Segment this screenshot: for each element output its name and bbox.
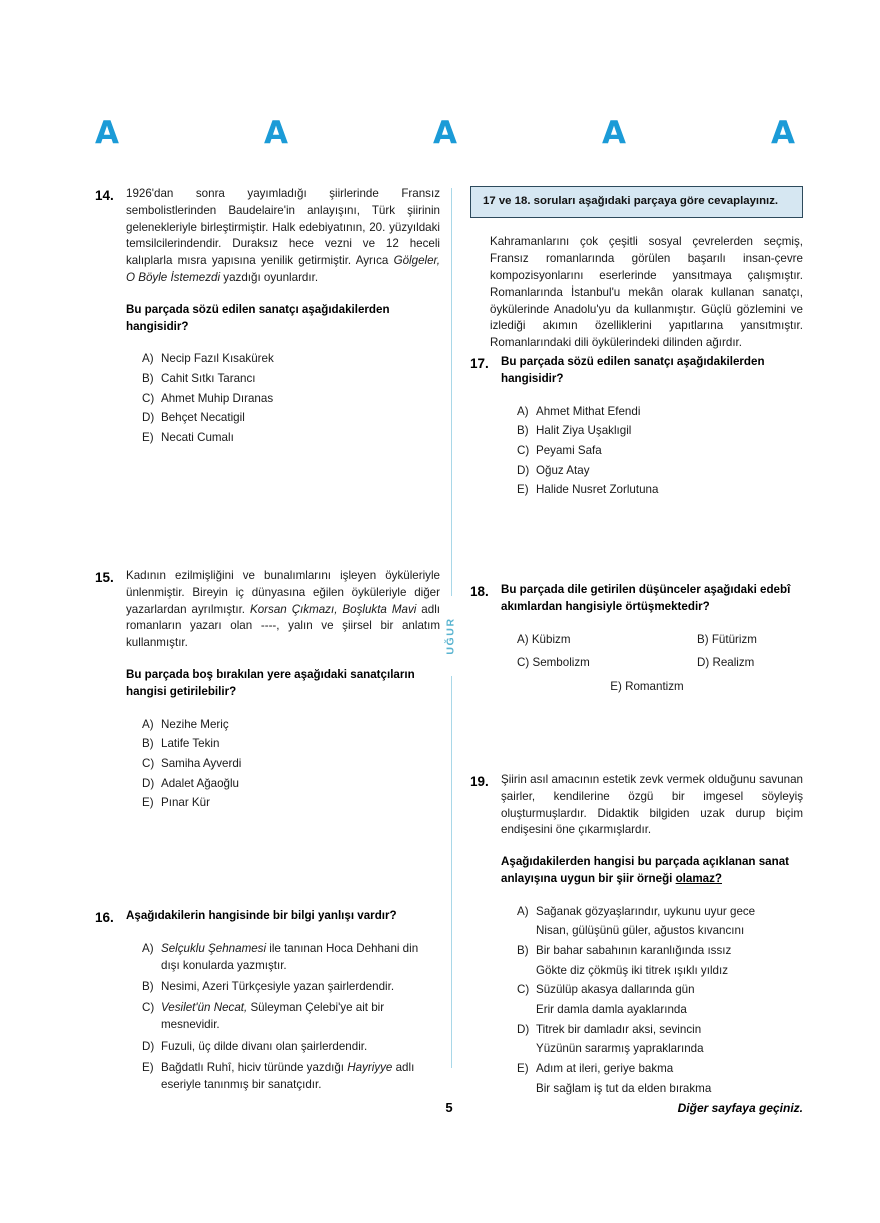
- option-italic-title: Selçuklu Şehnamesi: [161, 941, 267, 955]
- option-letter: B): [142, 372, 154, 386]
- option-text: [161, 999, 440, 1033]
- answer-option[interactable]: [142, 1059, 440, 1093]
- option-letter: E): [517, 483, 529, 497]
- option-verse-line-2: Nisan, gülüşünü güler, ağustos kıvancını: [536, 924, 745, 938]
- question-stem: Bu parçada sözü edilen sanatçı aşağıdakilerden hangisidir?: [126, 302, 390, 333]
- question-15: [95, 568, 440, 814]
- publisher-watermark-text: UĞUR: [445, 617, 458, 655]
- stem-part-1: Aşağıdakilerden hangisi bu parçada açıklanan sanat anlayışına uygun bir şiir örneği: [501, 855, 790, 885]
- passage-part-2: yazdığı oyunlardır.: [220, 270, 319, 284]
- booklet-letter: A: [95, 115, 119, 151]
- option-letter: E): [517, 1062, 529, 1076]
- option-verse-line-1: Titrek bir damladır aksi, sevincin: [536, 1022, 702, 1036]
- passage-part-1: 1926'dan sonra yayımladığı şiirlerinde Fransız sembolistlerinden Baudelaire'in anlayışını, Türk şiirinin gelenekleriyle birleştirmiştir. Halk edebiyatının, 20. yüzyıldaki temsilcilerindendir. Duraksız hece vezni ve 12 heceli kalıplarla mısra yapısına yenilik getirmiştir. Ayrıca: [126, 187, 440, 268]
- question-number: 15.: [95, 570, 114, 585]
- option-verse-line-1: Bir bahar sabahının karanlığında ıssız: [536, 944, 732, 958]
- option-rest: ile tanınan Hoca Dehhani din dışı konularda yazmıştır.: [161, 941, 419, 972]
- option-text: Ahmet Muhip Dıranas: [161, 391, 274, 405]
- option-verse-line-2: Bir sağlam iş tut da elden bırakma: [536, 1081, 712, 1095]
- option-text: Adalet Ağaoğlu: [161, 776, 240, 790]
- shared-passage-instruction-box: 17 ve 18. soruları aşağıdaki parçaya göre cevaplayınız.: [470, 186, 803, 218]
- booklet-letter: A: [433, 115, 457, 151]
- option-rest: Süleyman Çelebi'ye ait bir mesnevidir.: [161, 1001, 385, 1032]
- option-letter: D): [142, 776, 155, 790]
- booklet-letter-row: [95, 115, 795, 151]
- option-letter: C): [142, 756, 155, 770]
- answer-option[interactable]: [142, 735, 440, 752]
- question-17: [470, 354, 803, 501]
- answer-option[interactable]: B) Fütürizm: [697, 632, 757, 646]
- answer-options: [126, 940, 440, 1093]
- passage-part-1: Kadının ezilmişliğini ve bunalımlarını işleyen öyküleriyle ünlenmiştir. Bireyin iç dünyasına eğilen öyküleriyle diğer yazarlardan ayrılmıştır.: [126, 569, 440, 616]
- question-stem: [501, 854, 803, 888]
- option-verse-line-1: Sağanak gözyaşlarındır, uykunu uyur gece: [536, 904, 756, 918]
- option-letter: E): [142, 796, 154, 810]
- option-letter: D): [142, 1039, 155, 1053]
- answer-option[interactable]: [142, 370, 440, 387]
- answer-option[interactable]: [142, 716, 440, 733]
- option-text: Ahmet Mithat Efendi: [536, 404, 641, 418]
- option-letter: A): [142, 717, 154, 731]
- option-letter: C): [142, 1001, 155, 1015]
- answer-option[interactable]: [142, 999, 440, 1033]
- option-text: Behçet Necatigil: [161, 411, 245, 425]
- passage-italic-titles: Gölgeler, O Böyle İstemezdi: [126, 254, 440, 284]
- answer-option[interactable]: [517, 403, 803, 420]
- page-number: 5: [445, 1100, 453, 1115]
- option-italic-title: Hayriyye: [347, 1060, 393, 1074]
- booklet-letter: A: [264, 115, 288, 151]
- option-text: [161, 1059, 440, 1093]
- answer-option[interactable]: [517, 481, 803, 498]
- answer-option[interactable]: [142, 940, 440, 974]
- answer-option[interactable]: [517, 422, 803, 439]
- option-text: Latife Tekin: [161, 737, 220, 751]
- booklet-letter: A: [602, 115, 626, 151]
- answer-option[interactable]: [142, 775, 440, 792]
- option-pre: Bağdatlı Ruhî, hiciv türünde yazdığı: [161, 1060, 348, 1074]
- question-19: [470, 772, 803, 1099]
- option-letter: D): [517, 1022, 530, 1036]
- answer-option[interactable]: [142, 755, 440, 772]
- passage-part-2: adlı romanların yazarı olan ----, yalın ve şiirsel bir anlatım kullanmıştır.: [126, 602, 440, 650]
- question-passage: [126, 186, 440, 287]
- question-number: 14.: [95, 188, 114, 203]
- option-italic-title: Vesilet'ün Necat,: [161, 1001, 248, 1015]
- right-column: [470, 186, 803, 1095]
- footer-note: Diğer sayfaya geçiniz.: [677, 1101, 803, 1115]
- option-letter: A): [517, 904, 529, 918]
- option-post: adlı eseriyle tanınmış bir sanatçıdır.: [161, 1060, 415, 1091]
- option-verse-line-1: Adım at ileri, geriye bakma: [536, 1062, 674, 1076]
- answer-options: [501, 903, 803, 1097]
- option-verse-line-1: Süzülüp akasya dallarında gün: [536, 983, 695, 997]
- question-16: [95, 908, 440, 1097]
- answer-options: [501, 403, 803, 499]
- answer-option[interactable]: [142, 390, 440, 407]
- option-text: Necip Fazıl Kısakürek: [161, 352, 274, 366]
- option-text: Halide Nusret Zorlutuna: [536, 483, 659, 497]
- question-stem: Bu parçada sözü edilen sanatçı aşağıdakilerden hangisidir?: [501, 355, 765, 385]
- option-text: Oğuz Atay: [536, 463, 590, 477]
- question-stem: Bu parçada dile getirilen düşünceler aşağıdaki edebî akımlardan hangisiyle örtüşmektedir?: [501, 583, 791, 613]
- page-footer: [95, 1100, 803, 1120]
- answer-option[interactable]: [142, 409, 440, 426]
- answer-option[interactable]: [517, 981, 803, 1018]
- question-number: 16.: [95, 910, 114, 925]
- answer-option[interactable]: [517, 442, 803, 459]
- question-stem: Bu parçada boş bırakılan yere aşağıdaki sanatçıların hangisi getirilebilir?: [126, 667, 415, 698]
- booklet-letter: A: [771, 115, 795, 151]
- option-letter: A): [142, 941, 154, 955]
- option-letter: C): [517, 983, 530, 997]
- passage-italic-titles: Korsan Çıkmazı, Boşlukta Mavi: [249, 602, 417, 616]
- option-letter: A): [517, 404, 529, 418]
- answer-option[interactable]: [142, 978, 440, 995]
- question-stem: Aşağıdakilerin hangisinde bir bilgi yanlışı vardır?: [126, 909, 397, 922]
- option-letter: C): [142, 391, 155, 405]
- answer-option[interactable]: [517, 1060, 803, 1097]
- option-text: Nezihe Meriç: [161, 717, 229, 731]
- question-number: 17.: [470, 356, 489, 371]
- answer-option[interactable]: [142, 429, 440, 446]
- option-row: [517, 679, 803, 696]
- question-number: 19.: [470, 774, 489, 789]
- option-verse-line-2: Gökte diz çökmüş iki titrek ışıklı yıldız: [536, 963, 728, 977]
- answer-option[interactable]: [517, 1021, 803, 1058]
- option-letter: D): [517, 463, 530, 477]
- answer-option[interactable]: [517, 462, 803, 479]
- option-letter: C): [517, 443, 530, 457]
- answer-options: [501, 632, 803, 696]
- option-row: [517, 655, 803, 672]
- option-letter: B): [517, 424, 529, 438]
- option-text: Cahit Sıtkı Tarancı: [161, 372, 256, 386]
- option-letter: A): [142, 352, 154, 366]
- answer-option[interactable]: [142, 1038, 440, 1055]
- option-letter: B): [517, 944, 529, 958]
- option-verse-line-2: Yüzünün sararmış yapraklarında: [536, 1042, 704, 1056]
- question-passage: [126, 568, 440, 652]
- answer-option[interactable]: [517, 903, 803, 940]
- answer-option[interactable]: [142, 794, 440, 811]
- question-number: 18.: [470, 584, 489, 599]
- answer-option[interactable]: E) Romantizm: [610, 680, 684, 694]
- answer-option[interactable]: [142, 350, 440, 367]
- answer-option[interactable]: C) Sembolizm: [517, 656, 590, 670]
- option-letter: B): [142, 980, 154, 994]
- option-text: Samiha Ayverdi: [161, 756, 242, 770]
- option-text: Peyami Safa: [536, 443, 602, 457]
- option-verse-line-2: Erir damla damla ayaklarında: [536, 1003, 687, 1017]
- option-text: Necati Cumalı: [161, 431, 234, 444]
- option-text: [161, 940, 440, 974]
- answer-option[interactable]: [517, 942, 803, 979]
- option-row: [517, 632, 803, 649]
- question-passage: Şiirin asıl amacının estetik zevk vermek olduğunu savunan şairler, kendilerine özgü bir imgesel söyleyiş oluşturmuşlardır. Didaktik bilgiden uzak durup biçim endişesini öne çıkarmışlardır.: [501, 773, 803, 837]
- question-14: [95, 186, 440, 449]
- answer-option[interactable]: A) Kübizm: [517, 632, 571, 646]
- option-letter: B): [142, 737, 154, 751]
- stem-underlined-word: olamaz?: [675, 871, 722, 885]
- answer-options: [126, 716, 440, 812]
- option-text: Halit Ziya Uşaklıgil: [536, 424, 632, 438]
- option-text: Nesimi, Azeri Türkçesiyle yazan şairlerdendir.: [161, 980, 395, 994]
- question-18: [470, 582, 803, 703]
- option-text: Pınar Kür: [161, 796, 210, 810]
- answer-option[interactable]: D) Realizm: [697, 656, 755, 670]
- option-text: Fuzuli, üç dilde divanı olan şairlerdendir.: [161, 1039, 368, 1053]
- answer-options: [126, 350, 440, 446]
- option-letter: E): [142, 1060, 154, 1074]
- option-letter: D): [142, 411, 155, 425]
- option-letter: E): [142, 431, 154, 444]
- shared-passage-text: Kahramanlarını çok çeşitli sosyal çevrelerden seçmiş, Fransız romanlarında görülen başarılı insan-çevre kompozisyonlarını eserlerinde yansıtmaya çalışmıştır. Romanlarında İstanbul'u mekân olarak kullanan sanatçı, öykülerinde Anadolu'yu da kullanmıştır. Güçlü gözlemini ve izlediği akımın özelliklerini yapıtlarına yansıtmıştır. Romanlarındaki dili öykülerindeki dilinden ağırdır.: [490, 234, 803, 350]
